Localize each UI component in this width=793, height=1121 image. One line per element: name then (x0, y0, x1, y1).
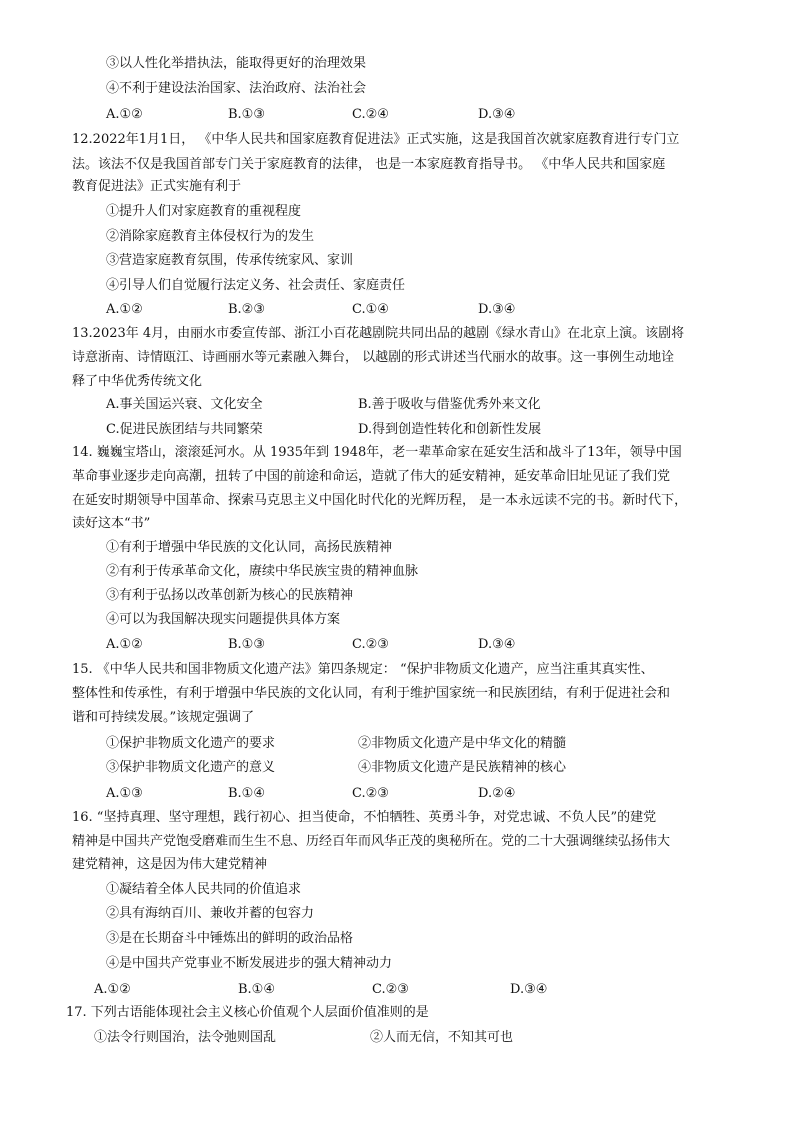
option-d: D.得到创造性转化和创新性发展 (358, 422, 542, 437)
question-stem: 教育促进法》正式实施有利于 (72, 179, 242, 194)
statement: ①保护非物质文化遗产的要求 (106, 736, 276, 751)
option-b: B.①④ (238, 982, 275, 997)
option-a: A.①② (106, 637, 143, 652)
question-stem: 12.2022年1月1日， 《中华人民共和国家庭教育促进法》正式实施，这是我国首次就家庭教育进行专门立 (72, 132, 680, 147)
question-stem: 读好这本“书” (72, 516, 151, 531)
question-stem: 整体性和传承性，有利于增强中华民族的文化认同，有利于维护国家统一和民族团结，有利于促进社会和 (72, 686, 671, 701)
option-a: A.①② (94, 982, 131, 997)
statement: ③是在长期奋斗中锤炼出的鲜明的政治品格 (106, 931, 354, 946)
question-stem: 革命事业逐步走向高潮，扭转了中国的前途和命运，造就了伟大的延安精神，延安革命旧址见证了我们党 (72, 469, 671, 484)
statement: ①凝结着全体人民共同的价值追求 (106, 882, 302, 897)
option-d: D.③④ (510, 982, 548, 997)
statement: ③有利于弘扬以改革创新为核心的民族精神 (106, 588, 354, 603)
question-stem: 精神是中国共产党饱受磨难而生生不息、历经百年而风华正茂的奥秘所在。党的二十大强调继续弘扬伟大 (72, 834, 671, 849)
statement: ③以人性化举措执法，能取得更好的治理效果 (106, 56, 367, 71)
option-d: D.②④ (478, 786, 516, 801)
option-b: B.①③ (228, 637, 265, 652)
statement: ①法令行则国治，法令弛则国乱 (94, 1030, 277, 1045)
question-stem: 14. 巍巍宝塔山，滚滚延河水。从 1935年到 1948年，老一辈革命家在延安生活和战斗了13年，领导中国 (72, 445, 682, 460)
option-a: A.①② (106, 302, 143, 317)
option-c: C.①④ (352, 302, 389, 317)
statement: ②有利于传承革命文化，赓续中华民族宝贵的精神血脉 (106, 564, 419, 579)
statement: ④引导人们自觉履行法定义务、社会责任、家庭责任 (106, 278, 406, 293)
question-stem: 建党精神，这是因为伟大建党精神 (72, 857, 268, 872)
option-c: C.②③ (372, 982, 409, 997)
option-c: C.②④ (352, 107, 389, 122)
statement: ③保护非物质文化遗产的意义 (106, 760, 276, 775)
question-stem: 17. 下列古语能体现社会主义核心价值观个人层面价值准则的是 (66, 1005, 429, 1020)
option-a: A.①② (106, 107, 143, 122)
question-stem: 在延安时期领导中国革命、探索马克思主义中国化时代化的光辉历程， 是一本永远读不完的书。新时代下， (72, 493, 688, 508)
option-b: B.②③ (228, 302, 265, 317)
statement: ①提升人们对家庭教育的重视程度 (106, 204, 302, 219)
question-stem: 法。该法不仅是我国首部专门关于家庭教育的法律， 也是一本家庭教育指导书。 《中华人民共和国家庭 (72, 157, 666, 172)
option-c: C.②③ (352, 786, 389, 801)
option-a: A.事关国运兴衰、文化安全 (106, 397, 263, 412)
option-d: D.③④ (478, 637, 516, 652)
option-d: D.③④ (478, 302, 516, 317)
option-c: C.②③ (352, 637, 389, 652)
option-b: B.①③ (228, 107, 265, 122)
question-stem: 谐和可持续发展。”该规定强调了 (72, 710, 255, 725)
question-stem: 16. “坚持真理、坚守理想，践行初心、担当使命，不怕牺牲、英勇斗争，对党忠诚、不负人民”的建党 (72, 810, 657, 825)
statement: ③营造家庭教育氛围，传承传统家风、家训 (106, 253, 354, 268)
statement: ④是中国共产党事业不断发展进步的强大精神动力 (106, 956, 393, 971)
option-d: D.③④ (478, 107, 516, 122)
question-stem: 诗意浙南、诗情瓯江、诗画丽水等元素融入舞台， 以越剧的形式讲述当代丽水的故事。这一事例生动地诠 (72, 350, 675, 365)
option-b: B.善于吸收与借鉴优秀外来文化 (358, 397, 541, 412)
statement: ②人而无信，不知其可也 (370, 1030, 514, 1045)
question-stem: 13.2023年 4月，由丽水市委宣传部、浙江小百花越剧院共同出品的越剧《绿水青山》在北京上演。该剧将 (72, 326, 685, 341)
question-stem: 释了中华优秀传统文化 (72, 374, 203, 389)
statement: ②非物质文化遗产是中华文化的精髓 (358, 736, 567, 751)
question-stem: 15. 《中华人民共和国非物质文化遗产法》第四条规定： “保护非物质文化遗产，应当注重其真实性、 (72, 662, 654, 677)
option-c: C.促进民族团结与共同繁荣 (106, 422, 263, 437)
statement: ①有利于增强中华民族的文化认同，高扬民族精神 (106, 540, 393, 555)
statement: ④不利于建设法治国家、法治政府、法治社会 (106, 81, 367, 96)
statement: ②消除家庭教育主体侵权行为的发生 (106, 229, 315, 244)
statement: ④可以为我国解决现实问题提供具体方案 (106, 612, 341, 627)
option-a: A.①③ (106, 786, 143, 801)
option-b: B.①④ (228, 786, 265, 801)
statement: ②具有海纳百川、兼收并蓄的包容力 (106, 906, 315, 921)
statement: ④非物质文化遗产是民族精神的核心 (358, 760, 567, 775)
